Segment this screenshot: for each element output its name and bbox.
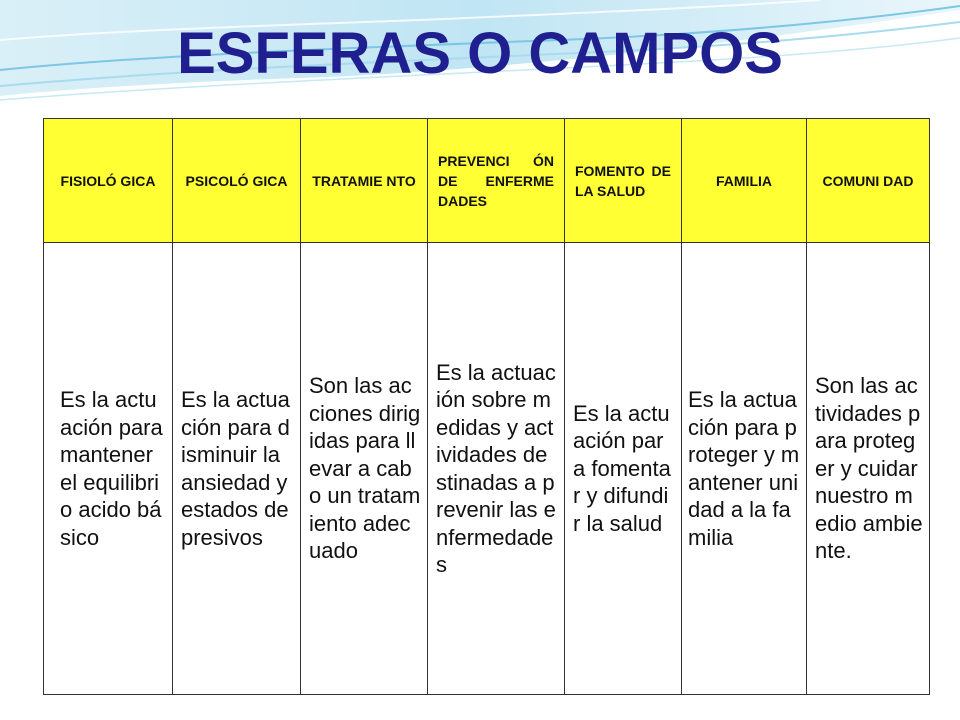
header-row <box>44 119 930 243</box>
header-psicologica: PSICOLÓ GICA <box>173 119 301 243</box>
header-familia: FAMILIA <box>682 119 807 243</box>
header-prevencion: PREVENCI ÓN DE ENFERME DADES <box>428 119 565 243</box>
slide-title: ESFERAS O CAMPOS <box>177 21 783 86</box>
header-tratamiento: TRATAMIE NTO <box>301 119 428 243</box>
header-fisiologica: FISIOLÓ GICA <box>44 119 173 243</box>
header-comunidad: COMUNI DAD <box>807 119 930 243</box>
cell-psicologica: Es la actuación para disminuir la ansiedad y estados depresivos <box>173 243 301 695</box>
cell-fisiologica: Es la actuación para mantener el equilibrio acido básico <box>44 243 173 695</box>
cell-tratamiento: Son las acciones dirigidas para llevar a cabo un tratamiento adecuado <box>301 243 428 695</box>
esferas-table <box>43 118 930 695</box>
cell-fomento: Es la actuación para fomentar y difundir la salud <box>565 243 682 695</box>
cell-comunidad: Son las actividades para proteger y cuidar nuestro medio ambiente. <box>807 243 930 695</box>
cell-prevencion: Es la actuación sobre medidas y actividades destinadas a prevenir las enfermedades <box>428 243 565 695</box>
header-fomento: FOMENTO DE LA SALUD <box>565 119 682 243</box>
cell-familia: Es la actuación para proteger y mantener unidad a la familia <box>682 243 807 695</box>
content-row <box>44 243 930 695</box>
